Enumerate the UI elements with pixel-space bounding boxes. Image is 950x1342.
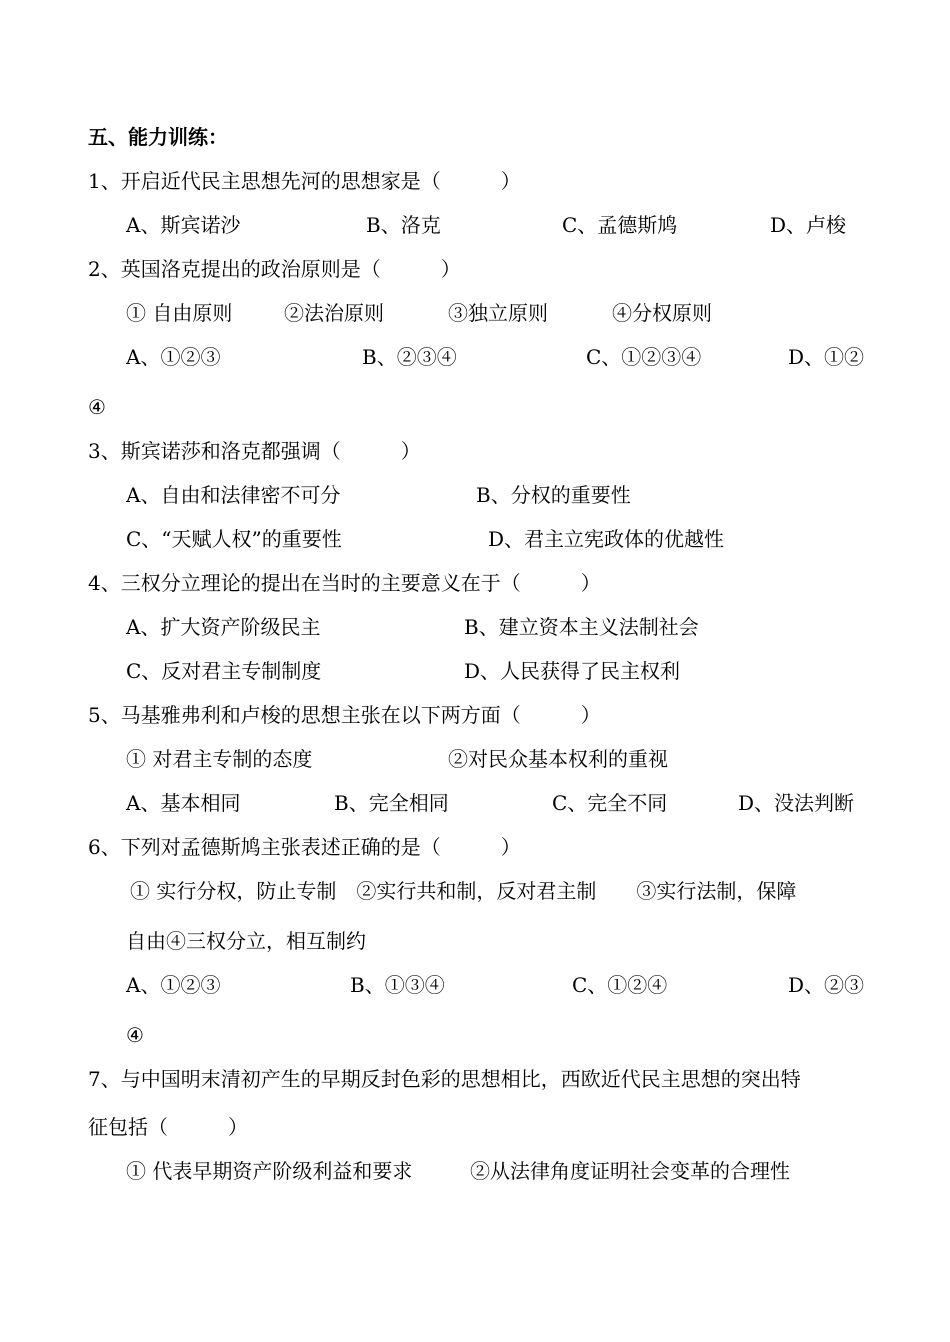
q2-item-2: ②法治原则 [284,301,384,325]
q1-option-d: D、卢梭 [770,213,847,237]
question-7-stem-line-2: 征包括（ ） [88,1115,248,1139]
question-3-stem: 3、斯宾诺莎和洛克都强调（ ） [88,439,421,463]
q6-items-line-2: 自由④三权分立，相互制约 [126,929,366,953]
q3-option-c: C、“天赋人权”的重要性 [126,527,342,551]
q6-option-b: B、①③④ [350,973,445,997]
question-7-stem-line-1: 7、与中国明末清初产生的早期反封色彩的思想相比，西欧近代民主思想的突出特 [88,1067,801,1091]
q7-item-2: ②从法律角度证明社会变革的合理性 [470,1159,790,1183]
question-4-stem: 4、三权分立理论的提出在当时的主要意义在于（ ） [88,571,601,595]
q2-item-4: ④分权原则 [612,301,712,325]
q6-option-c: C、①②④ [572,973,668,997]
q1-option-a: A、斯宾诺沙 [126,213,241,237]
question-1-stem: 1、开启近代民主思想先河的思想家是（ ） [88,169,521,193]
q3-option-b: B、分权的重要性 [476,483,631,507]
q2-option-c: C、①②③④ [586,345,702,369]
section-title: 五、能力训练： [88,125,228,149]
q4-option-d: D、人民获得了民主权利 [464,659,681,683]
q6-option-a: A、①②③ [126,973,221,997]
q2-option-d-wrap: ④ [88,395,106,419]
q2-option-d: D、①② [788,345,865,369]
q3-option-d: D、君主立宪政体的优越性 [488,527,725,551]
question-6-stem: 6、下列对孟德斯鸠主张表述正确的是（ ） [88,835,521,859]
q5-option-a: A、基本相同 [126,791,241,815]
q2-option-b: B、②③④ [362,345,457,369]
q6-option-d-wrap: ④ [126,1023,144,1047]
q2-option-a: A、①②③ [126,345,221,369]
q2-item-3: ③独立原则 [448,301,548,325]
q6-option-d: D、②③ [788,973,865,997]
q5-item-1: ① 对君主专制的态度 [126,747,313,771]
q6-items-line-1: ① 实行分权，防止专制 ②实行共和制，反对君主制 ③实行法制，保障 [130,879,797,903]
q7-item-1: ① 代表早期资产阶级利益和要求 [126,1159,413,1183]
q5-option-d: D、没法判断 [738,791,855,815]
q4-option-a: A、扩大资产阶级民主 [126,615,321,639]
q5-option-b: B、完全相同 [334,791,449,815]
q4-option-b: B、建立资本主义法制社会 [464,615,699,639]
q4-option-c: C、反对君主专制制度 [126,659,322,683]
q5-option-c: C、完全不同 [552,791,668,815]
q1-option-b: B、洛克 [366,213,441,237]
q5-item-2: ②对民众基本权利的重视 [448,747,668,771]
question-5-stem: 5、马基雅弗利和卢梭的思想主张在以下两方面（ ） [88,703,601,727]
q1-option-c: C、孟德斯鸠 [562,213,678,237]
question-2-stem: 2、英国洛克提出的政治原则是（ ） [88,257,461,281]
q3-option-a: A、自由和法律密不可分 [126,483,341,507]
q2-item-1: ① 自由原则 [126,301,233,325]
